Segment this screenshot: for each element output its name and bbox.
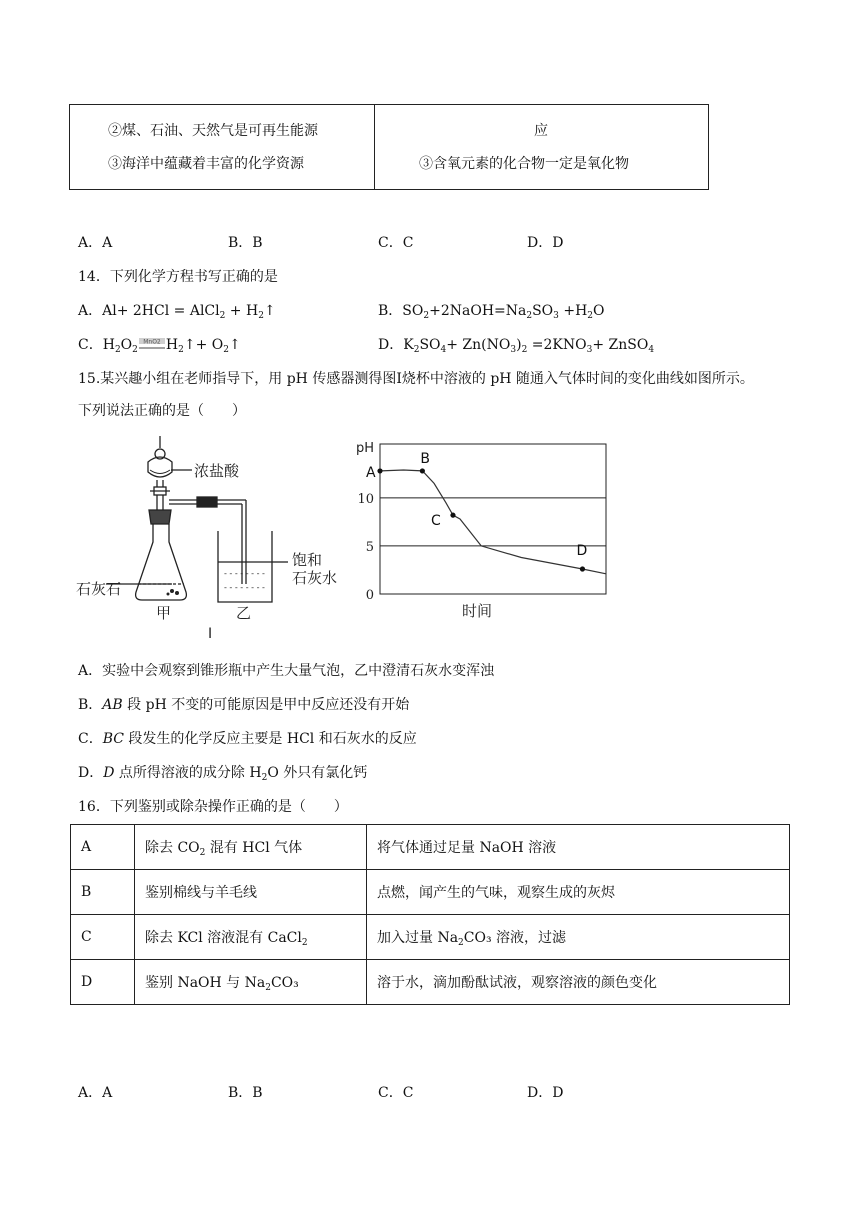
row-task: 除去 KCl 溶液混有 CaCl$_2$	[135, 915, 367, 960]
label-figure-i: I	[208, 626, 213, 640]
top-right-line-2: ③含氧元素的化合物一定是氧化物	[419, 156, 629, 172]
svg-text:- - - - - - - -: - - - - - - - -	[224, 583, 265, 592]
q15-stem-line-2: 下列说法正确的是（ ）	[78, 403, 246, 419]
row-key: B	[71, 870, 135, 915]
row-operation: 加入过量 $Na_2CO_3$ 溶液，过滤	[367, 915, 790, 960]
label-yi: 乙	[236, 604, 252, 622]
row-operation: 将气体通过足量 NaOH 溶液	[367, 825, 790, 870]
q15-stem-line-1: 15.某兴趣小组在老师指导下，用 pH 传感器测得图Ⅰ烧杯中溶液的 pH 随通入气体时间的变化曲线如图所示。	[78, 371, 754, 387]
q16-option-a[interactable]: A．A	[78, 1085, 113, 1101]
chart-point-a	[377, 468, 382, 473]
table-row	[71, 960, 790, 1005]
row-task: 鉴别棉线与羊毛线	[135, 870, 367, 915]
q14-option-a[interactable]: A．Al+ 2HCl = AlCl$_2$ + $H_2↑$	[78, 303, 276, 321]
label-jia: 甲	[156, 604, 172, 622]
row-task: 除去 $CO_2$ 混有 HCl 气体	[135, 825, 367, 870]
chart-tick-label: 5	[365, 539, 374, 555]
svg-text:- - - - - - - -: - - - - - - - -	[224, 569, 265, 578]
table-row	[71, 825, 790, 870]
q16-option-d[interactable]: D．D	[527, 1085, 564, 1101]
q14-stem: 14．下列化学方程书写正确的是	[78, 269, 278, 285]
chart-point-d	[580, 566, 585, 571]
row-operation: 溶于水，滴加酚酞试液，观察溶液的颜色变化	[367, 960, 790, 1005]
q16-stem: 16．下列鉴别或除杂操作正确的是（ ）	[78, 799, 348, 815]
chart-point-b	[420, 468, 425, 473]
q16-option-c[interactable]: C．C	[378, 1085, 414, 1101]
q15-option-c[interactable]: C．BC 段发生的化学反应主要是 HCl 和石灰水的反应	[78, 731, 417, 747]
chart-series-line	[380, 470, 606, 574]
top-left-line-1: ②煤、石油、天然气是可再生能源	[108, 123, 318, 139]
top-right-line-1: 应	[534, 123, 548, 139]
mno2-condition-icon	[138, 337, 166, 351]
table-row	[71, 870, 790, 915]
chart-tick-label: 10	[357, 491, 374, 507]
chart-point-label: B	[420, 450, 430, 467]
top-left-line-2: ③海洋中蕴藏着丰富的化学资源	[108, 156, 304, 172]
row-key: A	[71, 825, 135, 870]
chart-point-label: C	[430, 513, 441, 530]
q13-option-b[interactable]: B．B	[228, 235, 263, 251]
row-operation: 点燃，闻产生的气味，观察生成的灰烬	[367, 870, 790, 915]
row-key: D	[71, 960, 135, 1005]
chart-xlabel: 时间	[462, 602, 493, 620]
label-saturated-1: 饱和	[292, 551, 323, 569]
q15-option-a[interactable]: A．实验中会观察到锥形瓶中产生大量气泡，乙中澄清石灰水变浑浊	[78, 663, 495, 679]
q14-option-c[interactable]: C．$H_2O_2$ MnO2 $H_2↑+$ $O_2↑$	[78, 337, 241, 355]
label-concentrated-hcl: 浓盐酸	[194, 462, 240, 480]
chart-ylabel: pH	[356, 441, 375, 456]
q13-option-c[interactable]: C．C	[378, 235, 414, 251]
label-saturated-2: 石灰水	[292, 569, 338, 587]
label-limestone: 石灰石	[76, 580, 122, 598]
top-table	[69, 104, 709, 190]
chart-point-label: A	[366, 464, 376, 481]
svg-text:MnO2: MnO2	[143, 338, 161, 346]
row-key: C	[71, 915, 135, 960]
chart-point-label: D	[576, 543, 588, 559]
q14-option-d[interactable]: D．$K_2SO_4+ Zn(NO_3)_2 =2KNO_3+$ ZnSO$_4$	[378, 337, 655, 355]
chart-point-c	[450, 513, 455, 518]
table-row	[71, 915, 790, 960]
q15-option-d[interactable]: D．D 点所得溶液的成分除 $H_2O$ 外只有氯化钙	[78, 765, 368, 783]
q16-table	[70, 824, 790, 1005]
ph-chart	[350, 434, 620, 624]
q13-option-a[interactable]: A．A	[78, 235, 113, 251]
table-divider	[374, 105, 375, 189]
q13-option-d[interactable]: D．D	[527, 235, 564, 251]
chart-tick-label: 0	[365, 588, 374, 603]
q15-option-b[interactable]: B．AB 段 pH 不变的可能原因是甲中反应还没有开始	[78, 697, 410, 713]
apparatus-figure	[76, 434, 356, 640]
chart-frame	[380, 444, 606, 594]
q14-option-b[interactable]: B．$SO_2+2NaOH=Na_2SO_3 +H_2O$	[378, 303, 605, 321]
row-task: 鉴别 NaOH 与 $Na_2CO_3$	[135, 960, 367, 1005]
q16-option-b[interactable]: B．B	[228, 1085, 263, 1101]
